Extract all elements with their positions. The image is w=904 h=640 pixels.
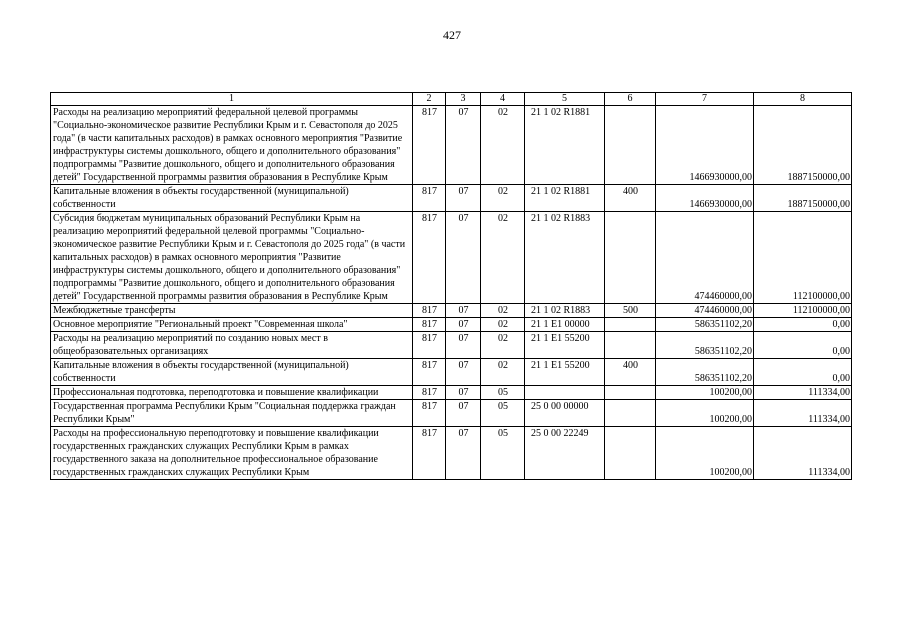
row-subsection-code: 02 bbox=[481, 106, 525, 185]
row-description: Государственная программа Республики Крым "Социальная поддержка граждан Республики Крым" bbox=[51, 400, 413, 427]
row-section-code: 07 bbox=[446, 318, 481, 332]
row-description: Расходы на реализацию мероприятий по созданию новых мест в общеобразовательных организациях bbox=[51, 332, 413, 359]
row-expense-type bbox=[605, 386, 656, 400]
row-target-code: 21 1 02 R1883 bbox=[525, 304, 605, 318]
row-amount-year-1: 100200,00 bbox=[656, 400, 754, 427]
row-amount-year-1: 586351102,20 bbox=[656, 318, 754, 332]
row-ministry-code: 817 bbox=[413, 318, 446, 332]
row-ministry-code: 817 bbox=[413, 427, 446, 480]
row-amount-year-2: 111334,00 bbox=[754, 427, 852, 480]
row-subsection-code: 05 bbox=[481, 427, 525, 480]
row-expense-type bbox=[605, 106, 656, 185]
row-subsection-code: 02 bbox=[481, 185, 525, 212]
row-section-code: 07 bbox=[446, 332, 481, 359]
table-row bbox=[51, 400, 852, 427]
table-row bbox=[51, 359, 852, 386]
header-cell-4: 4 bbox=[481, 93, 525, 106]
row-section-code: 07 bbox=[446, 212, 481, 304]
row-section-code: 07 bbox=[446, 185, 481, 212]
row-ministry-code: 817 bbox=[413, 386, 446, 400]
row-amount-year-2: 0,00 bbox=[754, 332, 852, 359]
row-ministry-code: 817 bbox=[413, 304, 446, 318]
row-target-code: 21 1 02 R1883 bbox=[525, 212, 605, 304]
row-section-code: 07 bbox=[446, 106, 481, 185]
row-subsection-code: 02 bbox=[481, 359, 525, 386]
row-expense-type: 400 bbox=[605, 359, 656, 386]
table-row bbox=[51, 318, 852, 332]
row-target-code: 21 1 02 R1881 bbox=[525, 185, 605, 212]
header-row bbox=[51, 93, 852, 106]
header-cell-8: 8 bbox=[754, 93, 852, 106]
row-amount-year-1: 100200,00 bbox=[656, 386, 754, 400]
row-amount-year-2: 0,00 bbox=[754, 318, 852, 332]
row-subsection-code: 02 bbox=[481, 304, 525, 318]
row-description: Субсидия бюджетам муниципальных образований Республики Крым на реализацию мероприятий федеральной целевой программы "Социально-экономическое развитие Республики Крым и г. Севастополя до 2025 года" (в части капитальных расходов) в рамках основного мероприятия "Развитие инфраструктуры системы дошкольного, общего и дополнительного образования" подпрограммы "Развитие дошкольного, общего и дополнительного образования детей" Государственной программы развития образования в Республике Крым bbox=[51, 212, 413, 304]
row-expense-type bbox=[605, 332, 656, 359]
row-amount-year-1: 474460000,00 bbox=[656, 212, 754, 304]
row-amount-year-1: 474460000,00 bbox=[656, 304, 754, 318]
row-amount-year-1: 100200,00 bbox=[656, 427, 754, 480]
row-subsection-code: 02 bbox=[481, 318, 525, 332]
row-description: Расходы на профессиональную переподготовку и повышение квалификации государственных гражданских служащих Республики Крым в рамках государственного заказа на дополнительное профессиональное образование государственных гражданских служащих Республики Крым bbox=[51, 427, 413, 480]
row-description: Межбюджетные трансферты bbox=[51, 304, 413, 318]
row-expense-type: 500 bbox=[605, 304, 656, 318]
row-target-code: 21 1 E1 00000 bbox=[525, 318, 605, 332]
table-row bbox=[51, 304, 852, 318]
budget-table bbox=[50, 92, 852, 480]
table-row bbox=[51, 185, 852, 212]
row-ministry-code: 817 bbox=[413, 359, 446, 386]
row-ministry-code: 817 bbox=[413, 400, 446, 427]
table-row bbox=[51, 332, 852, 359]
row-amount-year-1: 1466930000,00 bbox=[656, 185, 754, 212]
row-target-code: 21 1 02 R1881 bbox=[525, 106, 605, 185]
table-row bbox=[51, 106, 852, 185]
row-expense-type bbox=[605, 427, 656, 480]
row-expense-type bbox=[605, 212, 656, 304]
row-amount-year-2: 1887150000,00 bbox=[754, 106, 852, 185]
header-cell-5: 5 bbox=[525, 93, 605, 106]
row-subsection-code: 05 bbox=[481, 386, 525, 400]
header-cell-6: 6 bbox=[605, 93, 656, 106]
row-section-code: 07 bbox=[446, 427, 481, 480]
row-amount-year-1: 586351102,20 bbox=[656, 359, 754, 386]
row-description: Основное мероприятие "Региональный проект "Современная школа" bbox=[51, 318, 413, 332]
row-description: Капитальные вложения в объекты государственной (муниципальной) собственности bbox=[51, 185, 413, 212]
row-section-code: 07 bbox=[446, 400, 481, 427]
table-row bbox=[51, 212, 852, 304]
row-amount-year-1: 586351102,20 bbox=[656, 332, 754, 359]
header-cell-2: 2 bbox=[413, 93, 446, 106]
row-amount-year-2: 112100000,00 bbox=[754, 212, 852, 304]
row-amount-year-2: 111334,00 bbox=[754, 400, 852, 427]
header-cell-7: 7 bbox=[656, 93, 754, 106]
row-target-code: 21 1 E1 55200 bbox=[525, 332, 605, 359]
row-section-code: 07 bbox=[446, 304, 481, 318]
table-row bbox=[51, 427, 852, 480]
header-cell-1: 1 bbox=[51, 93, 413, 106]
row-target-code bbox=[525, 386, 605, 400]
row-expense-type bbox=[605, 400, 656, 427]
page-number: 427 bbox=[443, 28, 461, 42]
row-expense-type bbox=[605, 318, 656, 332]
row-ministry-code: 817 bbox=[413, 106, 446, 185]
row-subsection-code: 02 bbox=[481, 332, 525, 359]
row-expense-type: 400 bbox=[605, 185, 656, 212]
row-subsection-code: 05 bbox=[481, 400, 525, 427]
row-subsection-code: 02 bbox=[481, 212, 525, 304]
row-amount-year-2: 1887150000,00 bbox=[754, 185, 852, 212]
row-description: Расходы на реализацию мероприятий федеральной целевой программы "Социально-экономическое развитие Республики Крым и г. Севастополя до 2025 года" (в части капитальных расходов) в рамках основного мероприятия "Развитие инфраструктуры системы дошкольного, общего и дополнительного образования" подпрограммы "Развитие дошкольного, общего и дополнительного образования детей" Государственной программы развития образования в Республике Крым bbox=[51, 106, 413, 185]
row-description: Профессиональная подготовка, переподготовка и повышение квалификации bbox=[51, 386, 413, 400]
row-description: Капитальные вложения в объекты государственной (муниципальной) собственности bbox=[51, 359, 413, 386]
row-target-code: 25 0 00 22249 bbox=[525, 427, 605, 480]
row-target-code: 25 0 00 00000 bbox=[525, 400, 605, 427]
row-ministry-code: 817 bbox=[413, 212, 446, 304]
header-cell-3: 3 bbox=[446, 93, 481, 106]
table-row bbox=[51, 386, 852, 400]
row-target-code: 21 1 E1 55200 bbox=[525, 359, 605, 386]
row-amount-year-2: 111334,00 bbox=[754, 386, 852, 400]
row-amount-year-2: 112100000,00 bbox=[754, 304, 852, 318]
row-amount-year-1: 1466930000,00 bbox=[656, 106, 754, 185]
row-ministry-code: 817 bbox=[413, 332, 446, 359]
row-amount-year-2: 0,00 bbox=[754, 359, 852, 386]
row-section-code: 07 bbox=[446, 386, 481, 400]
row-section-code: 07 bbox=[446, 359, 481, 386]
row-ministry-code: 817 bbox=[413, 185, 446, 212]
